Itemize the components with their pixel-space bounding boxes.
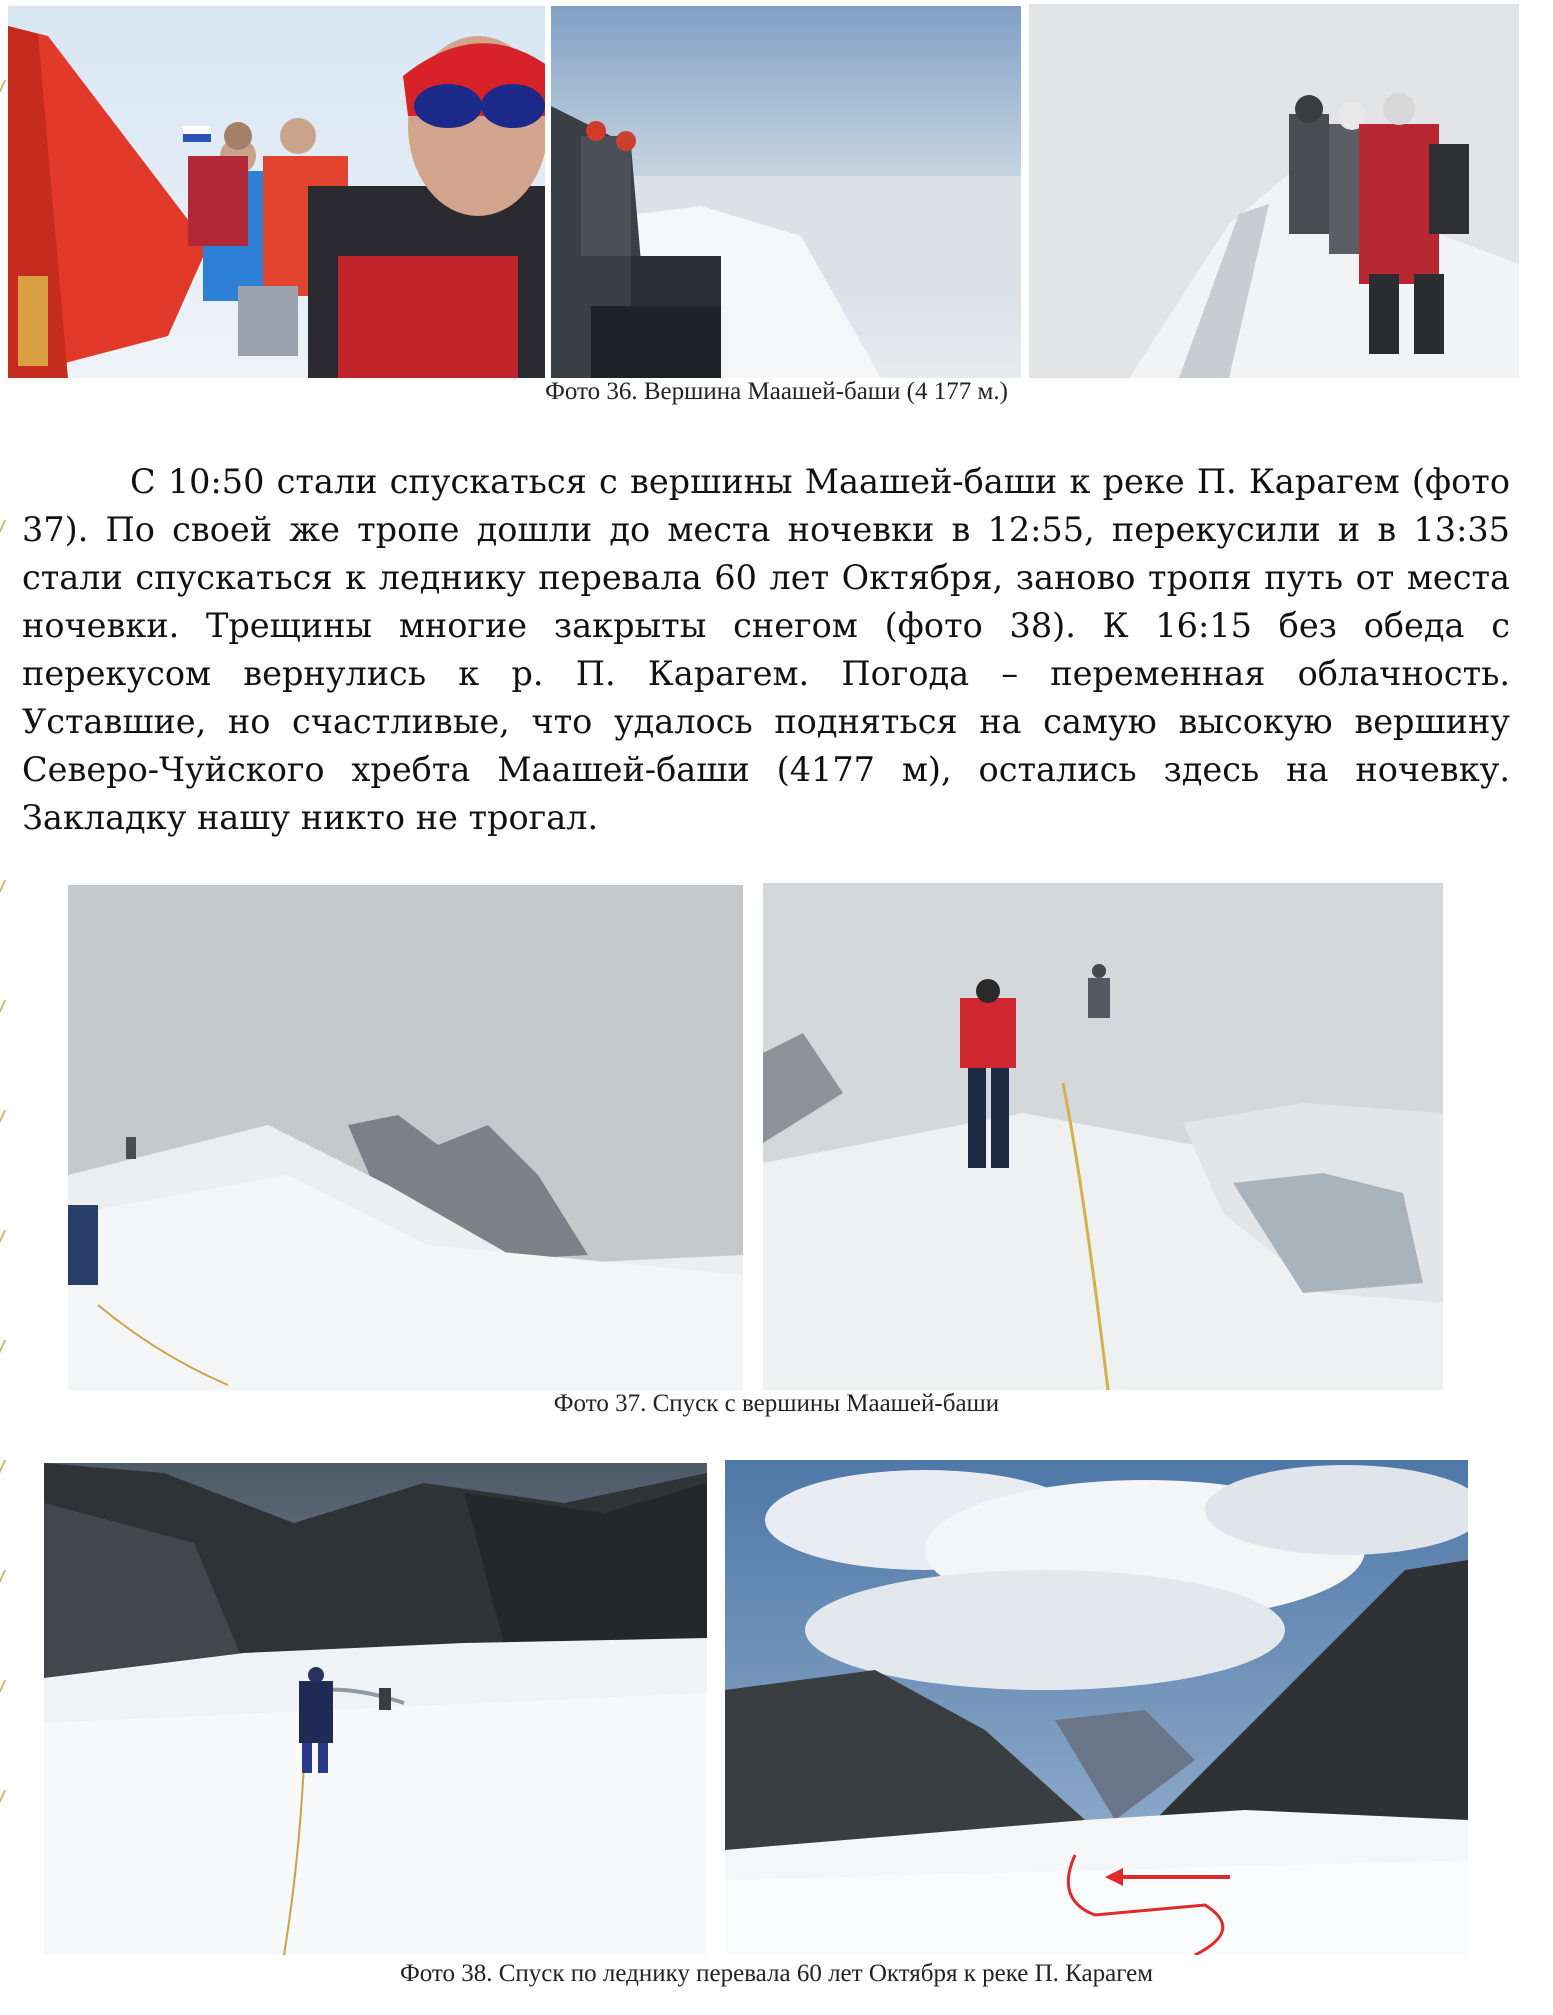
margin-tick bbox=[0, 1790, 6, 1808]
margin-tick bbox=[0, 1460, 6, 1478]
photo-summit-selfie bbox=[8, 6, 545, 378]
body-paragraph: С 10:50 стали спускаться с вершины Маашей-баши к реке П. Карагем (фото 37). По своей же тропе дошли до места ночевки в 12:55, перекусили и в 13:35 стали спускаться к леднику перевала 60 лет Октября, заново тропя путь от места ночевки. Трещины многие закрыты снегом (фото 38). К 16:15 без обеда с перекусом вернулись к р. П. Карагем. Погода – переменная облачность. Уставшие, но счастливые, что удалось подняться на самую высокую вершину Северо-Чуйского хребта Маашей-баши (4177 м), остались здесь на ночевку. Закладку нашу никто не трогал. bbox=[22, 462, 1510, 837]
margin-tick bbox=[0, 1680, 6, 1698]
caption-photo-37: Фото 37. Спуск с вершины Маашей-баши bbox=[553, 1390, 1000, 1417]
margin-tick bbox=[0, 80, 6, 98]
margin-tick bbox=[0, 1000, 6, 1018]
margin-tick bbox=[0, 1230, 6, 1248]
caption-photo-36: Фото 36. Вершина Маашей-баши (4 177 м.) bbox=[545, 378, 1008, 405]
photo-descent-fog-left bbox=[68, 885, 743, 1390]
photo-summit-group-fog bbox=[1029, 4, 1519, 378]
margin-tick bbox=[0, 520, 6, 538]
photo-glacier-descent-right bbox=[725, 1460, 1468, 1955]
caption-photo-38: Фото 38. Спуск по леднику перевала 60 лет Октября к реке П. Карагем bbox=[399, 1960, 1154, 1987]
photo-descent-fog-right bbox=[763, 883, 1443, 1390]
photo-glacier-descent-left bbox=[44, 1463, 707, 1955]
margin-tick bbox=[0, 1110, 6, 1128]
margin-tick bbox=[0, 1570, 6, 1588]
margin-tick bbox=[0, 880, 6, 898]
photo-summit-ridge bbox=[551, 6, 1021, 378]
margin-tick bbox=[0, 1340, 6, 1358]
